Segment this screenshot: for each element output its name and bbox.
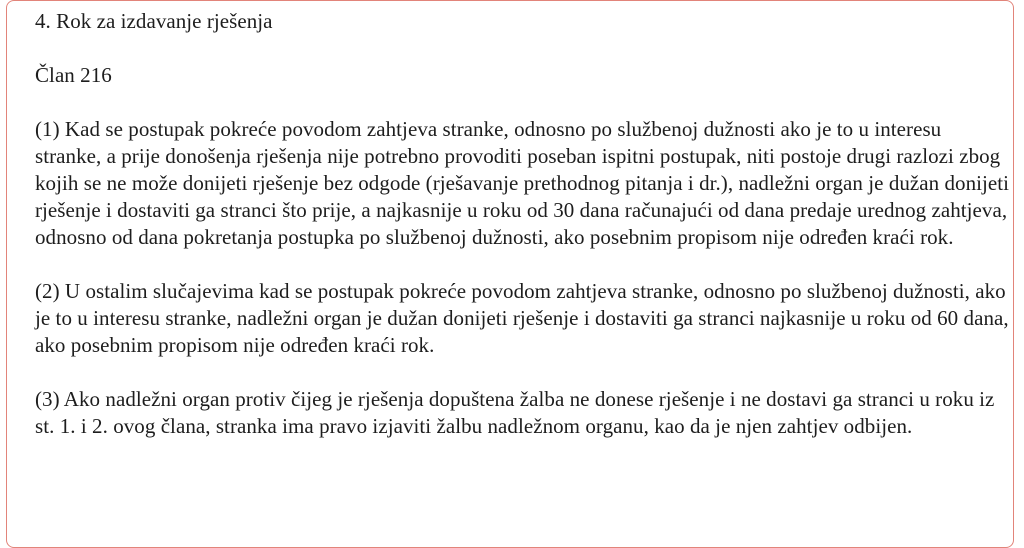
paragraph-1: (1) Kad se postupak pokreće povodom zahtjeva stranke, odnosno po službenoj dužnosti ako je to u interesu stranke, a prije donošenja rješenja nije potrebno provoditi poseban ispitni postupak, niti postoje drugi razlozi zbog kojih se ne može donijeti rješenje bez odgode (rješavanje prethodnog pitanja i dr.), nadležni organ je dužan donijeti rješenje i dostaviti ga stranci što prije, a najkasnije u roku od 30 dana računajući od dana predaje urednog zahtjeva, odnosno od dana pokretanja postupka po službenoj dužnosti, ako posebnim propisom nije određen kraći rok. <box>35 117 1010 249</box>
article-label: Član 216 <box>35 63 112 87</box>
document-content <box>35 8 1010 440</box>
section-heading: 4. Rok za izdavanje rješenja <box>35 9 273 33</box>
paragraph-3: (3) Ako nadležni organ protiv čijeg je rješenja dopuštena žalba ne donese rješenje i ne dostavi ga stranci u roku iz st. 1. i 2. ovog člana, stranka ima pravo izjaviti žalbu nadležnom organu, kao da je njen zahtjev odbijen. <box>35 387 995 438</box>
paragraph-2: (2) U ostalim slučajevima kad se postupak pokreće povodom zahtjeva stranke, odnosno po službenoj dužnosti, ako je to u interesu stranke, nadležni organ je dužan donijeti rješenje i dostaviti ga stranci najkasnije u roku od 60 dana, ako posebnim propisom nije određen kraći rok. <box>35 279 1009 357</box>
